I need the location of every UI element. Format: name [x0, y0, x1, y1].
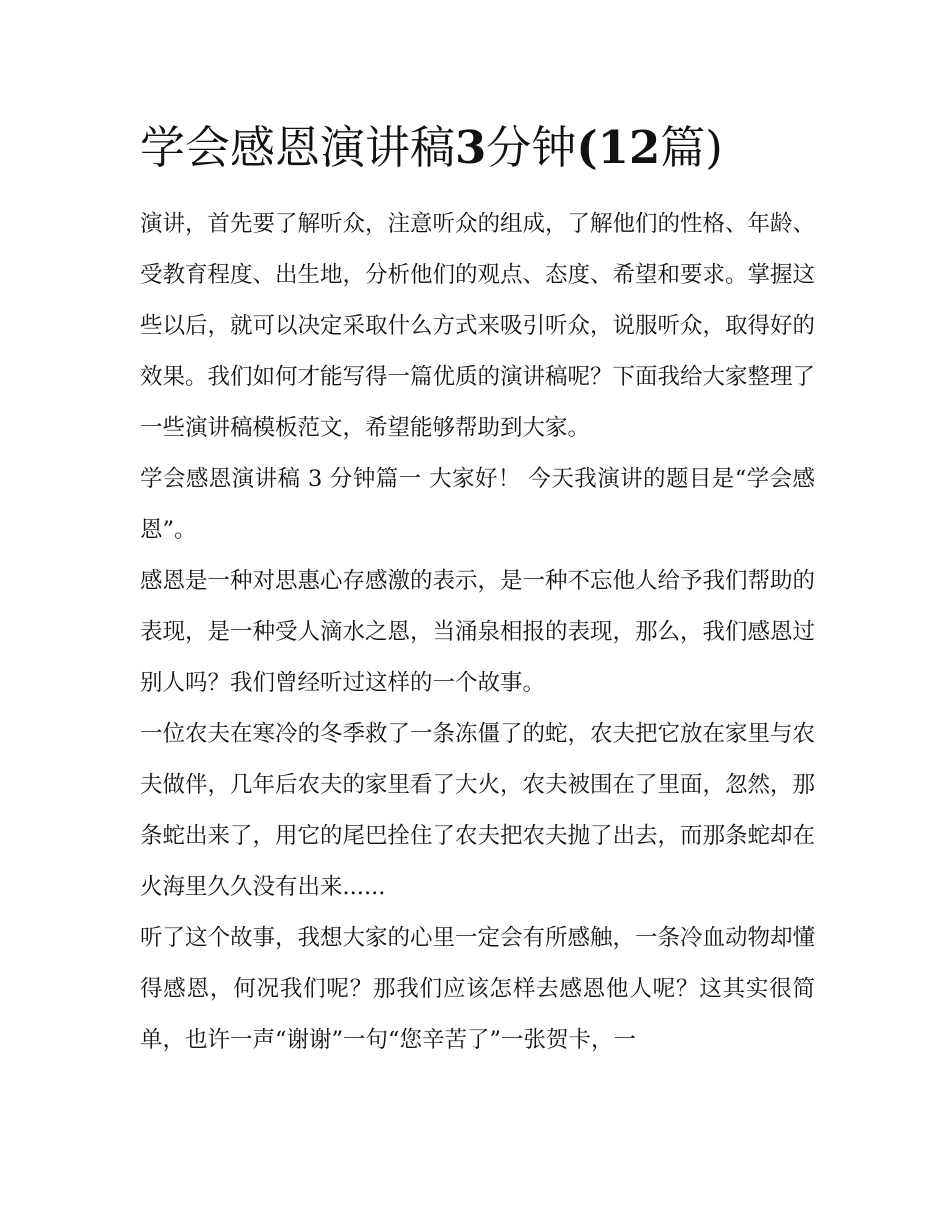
document-title	[140, 116, 840, 180]
paragraph-reflection: 听了这个故事，我想大家的心里一定会有所感触，一条冷血动物却懂得感恩，何况我们呢？那我们应该怎样去感恩他人呢？这其实很简单，也许一声“谢谢”一句“您辛苦了”一张贺卡，一	[140, 925, 816, 1053]
title-count-12: (12	[576, 121, 661, 174]
title-text-part-5: 篇)	[660, 121, 723, 174]
document-body	[140, 199, 815, 1066]
paragraph-intro: 演讲，首先要了解听众，注意听众的组成，了解他们的性格、年龄、受教育程度、出生地，分析他们的观点、态度、希望和要求。掌握这些以后，就可以决定采取什么方式来吸引听众，说服听众，取得好的效果。我们如何才能写得一篇优质的演讲稿呢？下面我给大家整理了一些演讲稿模板范文，希望能够帮助到大家。	[140, 211, 816, 441]
paragraph-gratitude-definition: 感恩是一种对思惠心存感激的表示，是一种不忘他人给予我们帮助的表现，是一种受人滴水之恩，当涌泉相报的表现，那么，我们感恩过别人吗？我们曾经听过这样的一个故事。	[140, 568, 816, 696]
title-number-3: 3	[455, 121, 487, 174]
title-text-part-1: 学会感恩演讲稿	[140, 121, 456, 174]
paragraph-farmer-snake-story: 一位农夫在寒冷的冬季救了一条冻僵了的蛇，农夫把它放在家里与农夫做伴，几年后农夫的家里看了大火，农夫被围在了里面，忽然，那条蛇出来了，用它的尾巴拴住了农夫把农夫抛了出去，而那条蛇却在火海里久久没有出来......	[140, 721, 816, 900]
paragraph-speech-one-opening: 学会感恩演讲稿 3 分钟篇一 大家好！ 今天我演讲的题目是“学会感恩”。	[140, 466, 815, 543]
title-text-part-3: 分钟	[486, 121, 577, 174]
